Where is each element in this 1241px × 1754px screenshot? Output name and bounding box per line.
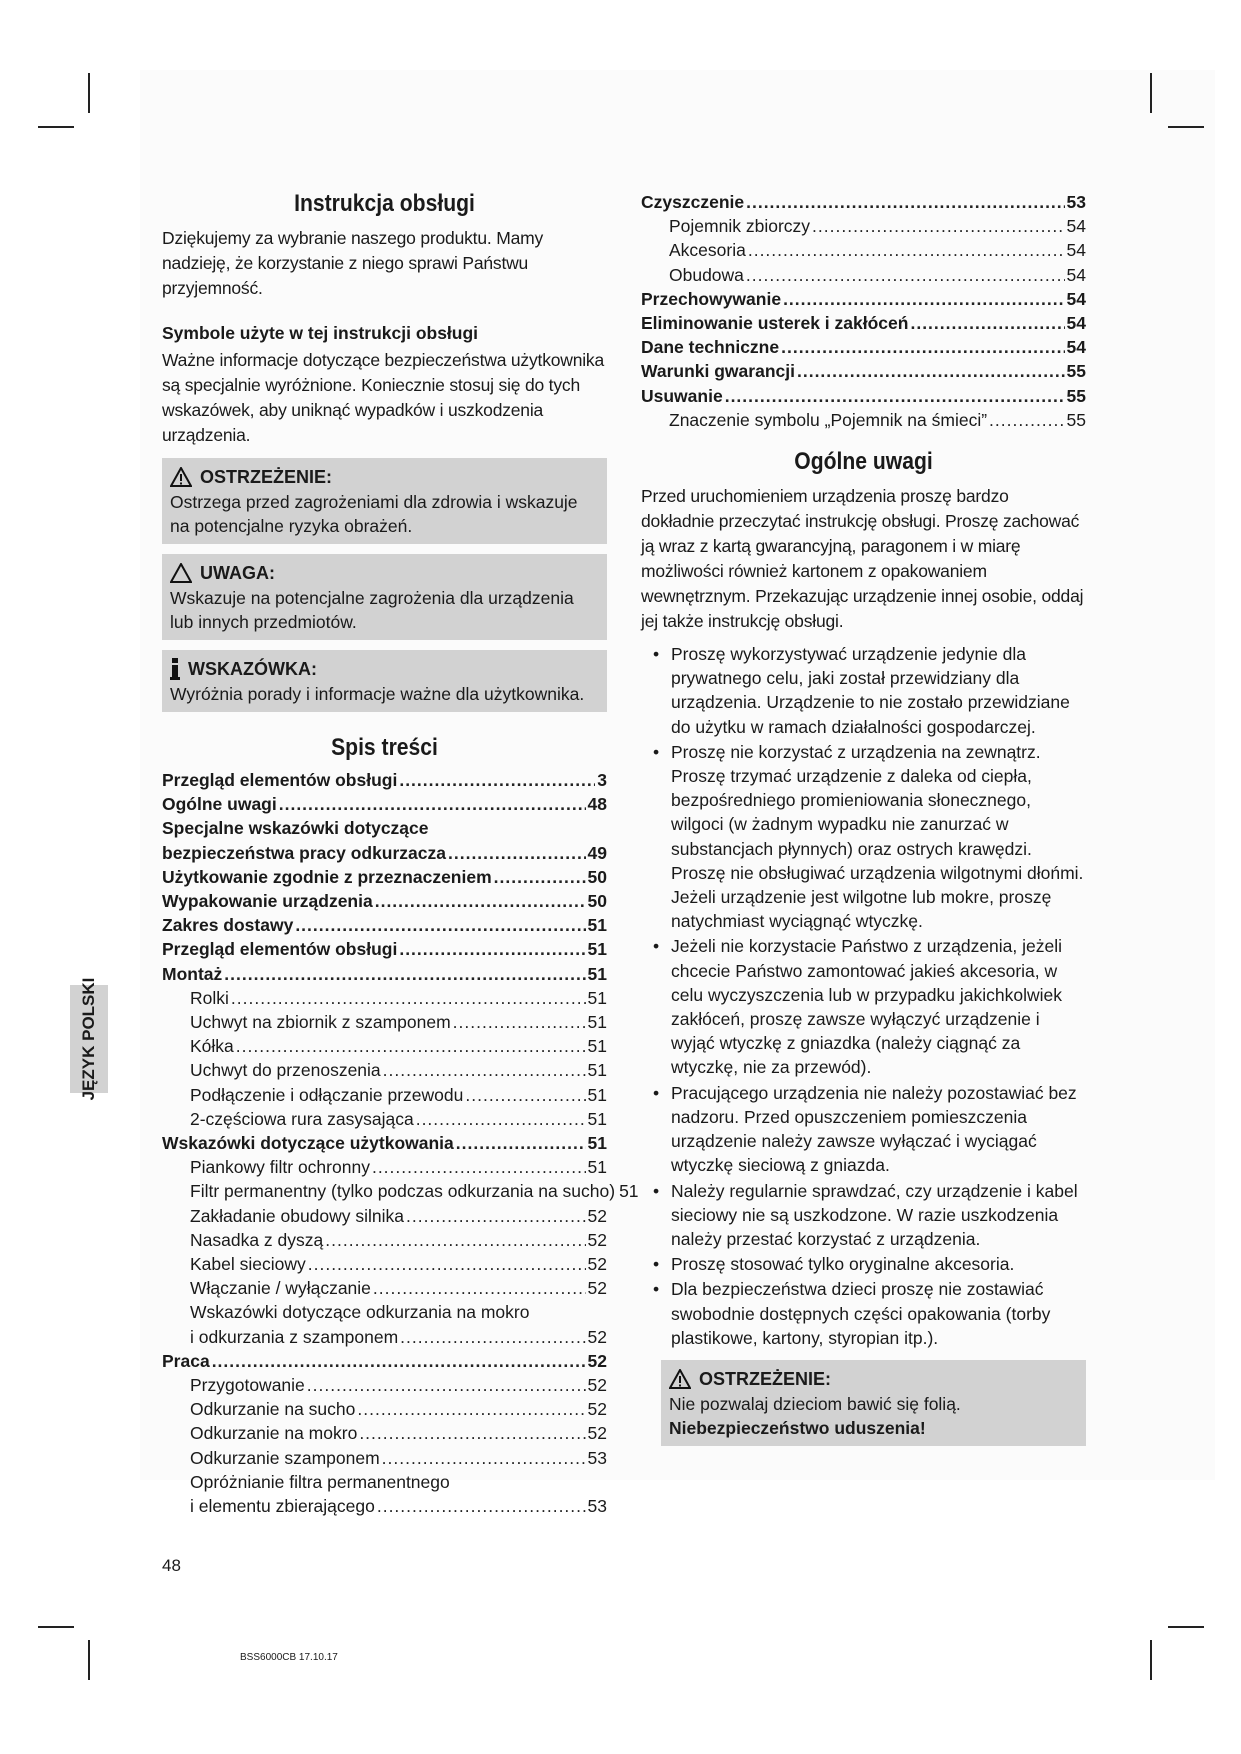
toc-entry: [162, 1349, 607, 1373]
toc-entry-page: 52: [587, 1375, 607, 1396]
toc-entry: [162, 1325, 607, 1349]
toc-entry-page: 51: [587, 915, 607, 936]
toc-dot-leader: [383, 1058, 586, 1082]
toc-entry-page: 51: [587, 1036, 607, 1057]
caution-text: Wskazuje na potencjalne zagrożenia dla urządzenia lub innych przedmiotów.: [170, 588, 574, 632]
info-icon: [170, 658, 180, 680]
toc-entry-label: Przechowywanie: [641, 288, 782, 309]
note-box: [162, 650, 607, 712]
toc-dot-leader: [781, 335, 1064, 359]
toc-dot-leader: [279, 792, 586, 816]
toc-dot-leader: [373, 1276, 586, 1300]
toc-entry-page: 51: [619, 1181, 639, 1202]
toc-entry-label: Zakres dostawy: [162, 915, 294, 936]
toc-entry: [162, 1155, 607, 1179]
language-label: JĘZYK POLSKI: [79, 977, 98, 1101]
safety-bullets: [641, 642, 1086, 1350]
warning-box-foil: [661, 1360, 1086, 1446]
toc-dot-leader: [465, 1083, 585, 1107]
toc-dot-leader: [372, 1155, 586, 1179]
toc-entry: [641, 359, 1086, 383]
bullet-text: Proszę nie korzystać z urządzenia na zewnątrz. Proszę trzymać urządzenie z daleka od ciepła, bezpośredniego promieniowania słonecznego, wilgoci (w żadnym wypadku nie zanurzać w substancjach płynnych) oraz ostrych krawędzi. Proszę nie obsługiwać urządzenia wilgotnymi dłońmi. Jeżeli urządzenie jest wilgotne lub mokre, proszę natychmiast wyciągnąć wtyczkę.: [671, 741, 1084, 932]
toc-entry: [162, 1083, 607, 1107]
toc-entry-label: Odkurzanie na mokro: [190, 1423, 358, 1444]
toc-entry-page: 54: [1066, 240, 1086, 261]
toc-entry-label: Montaż: [162, 963, 223, 984]
toc-entry-heading: Specjalne wskazówki dotyczące: [162, 818, 429, 839]
toc-entry-page: 54: [1066, 288, 1086, 309]
caution-triangle-icon: [170, 563, 192, 583]
toc-entry: [162, 986, 607, 1010]
toc-entry-page: 52: [587, 1278, 607, 1299]
bullet-text: Proszę wykorzystywać urządzenie jedynie dla prywatnego celu, jaki został przewidziany dla urządzenia. Urządzenie to nie zostało przewidziane do użytku w ramach działalności gospodarczej.: [671, 644, 1070, 737]
toc-entry-label: Użytkowanie zgodnie z przeznaczeniem: [162, 866, 492, 887]
toc-dot-leader: [377, 1494, 586, 1518]
toc-entry-page: 51: [587, 1157, 607, 1178]
toc-dot-leader: [748, 238, 1065, 262]
warning-triangle-icon: [170, 467, 192, 487]
toc-entry-page: 54: [1066, 337, 1086, 358]
page-number: 48: [162, 1556, 181, 1575]
toc-entry: [162, 1494, 607, 1518]
toc-dot-leader: [989, 408, 1064, 432]
toc-entry: [162, 1131, 607, 1155]
toc-entry-label: Przygotowanie: [190, 1375, 305, 1396]
toc-dot-leader: [359, 1421, 585, 1445]
toc-dot-leader: [231, 986, 586, 1010]
toc-dot-leader: [783, 287, 1064, 311]
toc-dot-leader: [375, 889, 586, 913]
crop-mark: [1168, 1626, 1204, 1628]
toc-entry-page: 52: [587, 1254, 607, 1275]
toc-dot-leader: [453, 1010, 586, 1034]
crop-mark: [38, 1626, 74, 1628]
toc-entry: [162, 889, 607, 913]
toc-entry-page: 51: [587, 1084, 607, 1105]
toc-entry-page: 48: [587, 794, 607, 815]
toc-entry: [162, 1107, 607, 1131]
left-column: [162, 190, 639, 1518]
toc-entry-label: Piankowy filtr ochronny: [190, 1157, 370, 1178]
toc-dot-leader: [399, 937, 585, 961]
toc-entry: [641, 214, 1086, 238]
toc-dot-leader: [357, 1397, 585, 1421]
toc-entry-label: Zakładanie obudowy silnika: [190, 1205, 405, 1226]
toc-entry: [162, 865, 607, 889]
toc-entry: [162, 1034, 607, 1058]
toc-entry: [641, 263, 1086, 287]
toc-entry-page: 51: [587, 1108, 607, 1129]
bullet-item: [641, 1277, 1086, 1350]
toc-entry: [162, 1228, 607, 1252]
toc-dot-leader: [295, 913, 585, 937]
toc-entry: [641, 287, 1086, 311]
bullet-item: [641, 740, 1086, 934]
toc-entry: [162, 792, 607, 816]
warning-text: Ostrzega przed zagrożeniami dla zdrowia i wskazuje na potencjalne ryzyka obrażeń.: [170, 492, 578, 536]
toc-dot-leader: [212, 1349, 586, 1373]
toc-entry: [641, 408, 1086, 432]
toc-entry-label: Akcesoria: [669, 240, 746, 261]
toc-dot-leader: [406, 1204, 586, 1228]
toc-entry-label: Kółka: [190, 1036, 234, 1057]
toc-entry: [162, 962, 607, 986]
warning-foil-text-bold: Niebezpieczeństwo uduszenia!: [669, 1417, 926, 1438]
toc-dot-leader: [797, 359, 1065, 383]
toc-entry-page: 51: [587, 963, 607, 984]
toc-entry-page: 51: [587, 1133, 607, 1154]
toc-entry: [162, 1252, 607, 1276]
toc-dot-leader: [236, 1034, 586, 1058]
toc-entry-label: bezpieczeństwa pracy odkurzacza: [162, 842, 446, 863]
toc-entry-page: 52: [587, 1350, 607, 1371]
bullet-text: Dla bezpieczeństwa dzieci proszę nie zostawiać swobodnie dostępnych części opakowania (torby plastikowe, kartony, styropian itp.).: [671, 1279, 1051, 1348]
toc-entry-label: i elementu zbierającego: [190, 1496, 375, 1517]
toc-entry: [162, 1010, 607, 1034]
crop-mark: [88, 73, 90, 113]
toc-entry-page: 51: [587, 1060, 607, 1081]
toc-entry-page: 49: [587, 842, 607, 863]
toc-entry: [641, 190, 1086, 214]
bullet-dot-icon: •: [653, 1279, 660, 1300]
note-text: Wyróżnia porady i informacje ważne dla użytkownika.: [170, 684, 585, 704]
warning-foil-text: Nie pozwalaj dzieciom bawić się folią.: [669, 1393, 961, 1414]
general-notes-intro: Przed uruchomieniem urządzenia proszę bardzo dokładnie przeczytać instrukcję obsługi. Proszę zachować ją wraz z kartą gwarancyjną, paragonem i w miarę możliwości również kartonem z opakowaniem wewnętrznym. Przekazując urządzenie innej osobie, oddaj jej także instrukcję obsługi.: [641, 486, 1084, 632]
language-side-tab: [70, 977, 108, 1101]
caution-box: [162, 554, 607, 640]
general-notes-title: Ogólne uwagi: [794, 448, 933, 476]
note-title: WSKAZÓWKA:: [188, 659, 317, 679]
toc-entry: [641, 384, 1086, 408]
toc-entry-page: 54: [1066, 264, 1086, 285]
toc-entry-page: 55: [1066, 409, 1086, 430]
toc-dot-leader: [382, 1446, 586, 1470]
toc-title: Spis treści: [331, 734, 438, 761]
toc-entry-label: Uchwyt na zbiornik z szamponem: [190, 1012, 451, 1033]
toc-entry-page: 53: [587, 1447, 607, 1468]
toc-dot-leader: [910, 311, 1064, 335]
toc-entry: [162, 1397, 607, 1421]
bullet-dot-icon: •: [653, 644, 660, 665]
toc-entry-label: Znaczenie symbolu „Pojemnik na śmieci”: [669, 409, 988, 430]
toc-entry-page: 55: [1066, 385, 1086, 406]
toc-entry-label: Eliminowanie usterek i zakłóceń: [641, 313, 909, 334]
toc-entry-label: Podłączenie i odłączanie przewodu: [190, 1084, 464, 1105]
crop-mark: [38, 126, 74, 128]
toc-entry-label: Ogólne uwagi: [162, 794, 277, 815]
toc-entry-page: 52: [587, 1423, 607, 1444]
toc-entry: [162, 1373, 607, 1397]
toc-entry-page: 53: [587, 1496, 607, 1517]
toc-entry-label: Pojemnik zbiorczy: [669, 216, 811, 237]
toc-entry-heading: Wskazówki dotyczące odkurzania na mokro: [190, 1302, 530, 1323]
toc-entry: [162, 841, 607, 865]
toc-entry-label: Praca: [162, 1350, 210, 1371]
toc-entry-label: Filtr permanentny (tylko podczas odkurzania na sucho): [190, 1181, 616, 1202]
bullet-dot-icon: •: [653, 936, 660, 957]
toc-entry-label: Warunki gwarancji: [641, 361, 795, 382]
toc-entry-page: 50: [587, 891, 607, 912]
manual-title: Instrukcja obsługi: [294, 190, 475, 217]
toc-entry-page: 50: [587, 866, 607, 887]
toc-entry-label: Odkurzanie szamponem: [190, 1447, 380, 1468]
toc-dot-leader: [399, 768, 595, 792]
toc-entry-label: Dane techniczne: [641, 337, 780, 358]
warning-title: OSTRZEŻENIE:: [200, 467, 333, 487]
toc-entry-page: 54: [1066, 313, 1086, 334]
caution-title: UWAGA:: [200, 563, 275, 583]
bullet-text: Jeżeli nie korzystacie Państwo z urządzenia, jeżeli chcecie Państwo zamontować jakieś akcesoria, w celu wyczyszczenia lub w przypadku jakichkolwiek zakłóceń, proszę zawsze wyłączyć urządzenie i wyjąć wtyczkę z gniazdka (należy ciągnąć za wtyczkę, nie za przewód).: [671, 936, 1063, 1078]
toc-dot-leader: [746, 190, 1064, 214]
toc-entry-page: 52: [587, 1205, 607, 1226]
toc-dot-leader: [725, 384, 1065, 408]
toc-entry: [162, 1276, 607, 1300]
toc-dot-leader: [224, 962, 585, 986]
toc-entry: [162, 1204, 607, 1228]
symbols-text: Ważne informacje dotyczące bezpieczeństwa użytkownika są specjalnie wyróżnione. Koniecznie stosuj się do tych wskazówek, aby uniknąć wypadków i uszkodzenia urządzenia.: [162, 350, 605, 445]
toc-entry-label: Odkurzanie na sucho: [190, 1399, 356, 1420]
toc-dot-leader: [746, 263, 1065, 287]
toc-entry: [641, 335, 1086, 359]
toc-dot-leader: [307, 1373, 586, 1397]
bullet-item: [641, 934, 1086, 1079]
toc-entry-label: Rolki: [190, 987, 229, 1008]
toc-entry: [641, 238, 1086, 262]
warning-triangle-icon: [669, 1369, 691, 1389]
toc-entry-page: 53: [1066, 192, 1086, 212]
toc-entry-label: Usuwanie: [641, 385, 723, 406]
toc-left: [162, 768, 639, 1518]
toc-entry: [162, 913, 607, 937]
toc-dot-leader: [448, 841, 586, 865]
bullet-dot-icon: •: [653, 1082, 660, 1103]
toc-entry-label: Kabel sieciowy: [190, 1254, 306, 1275]
toc-entry-label: Uchwyt do przenoszenia: [190, 1060, 381, 1081]
toc-right: [641, 190, 1086, 432]
toc-entry-label: i odkurzania z szamponem: [190, 1326, 399, 1347]
toc-entry: [162, 768, 607, 792]
right-column: [641, 190, 1086, 1446]
bullet-item: [641, 1179, 1086, 1252]
crop-mark: [1150, 1640, 1152, 1680]
toc-entry-label: Obudowa: [669, 264, 744, 285]
toc-entry: [162, 1179, 639, 1203]
bullet-item: [641, 1081, 1086, 1178]
bullet-dot-icon: •: [653, 741, 660, 762]
warning-foil-title: OSTRZEŻENIE:: [699, 1368, 832, 1389]
toc-entry: [162, 1421, 607, 1445]
toc-entry: [162, 1446, 607, 1470]
toc-dot-leader: [494, 865, 586, 889]
crop-mark: [1150, 73, 1152, 113]
toc-entry-heading: Opróżnianie filtra permanentnego: [190, 1471, 450, 1492]
bullet-dot-icon: •: [653, 1254, 660, 1275]
toc-entry-page: 52: [587, 1326, 607, 1347]
bullet-item: [641, 1252, 1086, 1276]
bullet-text: Proszę stosować tylko oryginalne akcesoria.: [671, 1254, 1015, 1275]
toc-entry-page: 3: [597, 770, 607, 790]
intro-text: Dziękujemy za wybranie naszego produktu. Mamy nadzieję, że korzystanie z niego sprawi Państwu przyjemność.: [162, 228, 544, 298]
bullet-text: Pracującego urządzenia nie należy pozostawiać bez nadzoru. Przed opuszczeniem pomieszczenia urządzenie należy zawsze wyłączać i wyciągać wtyczkę sieciową z gniazda.: [671, 1082, 1077, 1176]
toc-dot-leader: [416, 1107, 586, 1131]
toc-entry-page: 52: [587, 1399, 607, 1420]
toc-entry-page: 54: [1066, 216, 1086, 237]
toc-dot-leader: [456, 1131, 586, 1155]
toc-dot-leader: [308, 1252, 586, 1276]
footer-code: BSS6000CB 17.10.17: [240, 1652, 338, 1663]
toc-entry: [641, 311, 1086, 335]
toc-dot-leader: [812, 214, 1065, 238]
toc-entry-label: Czyszczenie: [641, 192, 745, 212]
crop-mark: [88, 1640, 90, 1680]
toc-entry-label: Przegląd elementów obsługi: [162, 939, 398, 960]
toc-entry: [162, 1058, 607, 1082]
toc-entry-page: 51: [587, 1012, 607, 1033]
toc-entry-label: Nasadka z dyszą: [190, 1229, 324, 1250]
crop-mark: [1168, 126, 1204, 128]
toc-entry-page: 51: [587, 987, 607, 1008]
toc-entry-label: Włączanie / wyłączanie: [190, 1278, 371, 1299]
toc-entry: [162, 937, 607, 961]
bullet-dot-icon: •: [653, 1180, 660, 1201]
toc-entry-label: Wskazówki dotyczące użytkowania: [162, 1133, 454, 1154]
toc-dot-leader: [400, 1325, 585, 1349]
toc-entry-page: 52: [587, 1229, 607, 1250]
toc-dot-leader: [325, 1228, 585, 1252]
bullet-item: [641, 642, 1086, 739]
bullet-text: Należy regularnie sprawdzać, czy urządzenie i kabel sieciowy nie są uszkodzone. W razie uszkodzenia należy przestać korzystać z urządzenia.: [671, 1180, 1078, 1249]
toc-entry-page: 51: [587, 939, 607, 960]
toc-entry-label: 2-częściowa rura zasysająca: [190, 1108, 414, 1129]
toc-entry-label: Wypakowanie urządzenia: [162, 891, 373, 912]
symbols-heading: Symbole użyte w tej instrukcji obsługi: [162, 323, 479, 343]
toc-entry-page: 55: [1066, 361, 1086, 382]
warning-box: [162, 458, 607, 544]
toc-entry-label: Przegląd elementów obsługi: [162, 770, 398, 790]
